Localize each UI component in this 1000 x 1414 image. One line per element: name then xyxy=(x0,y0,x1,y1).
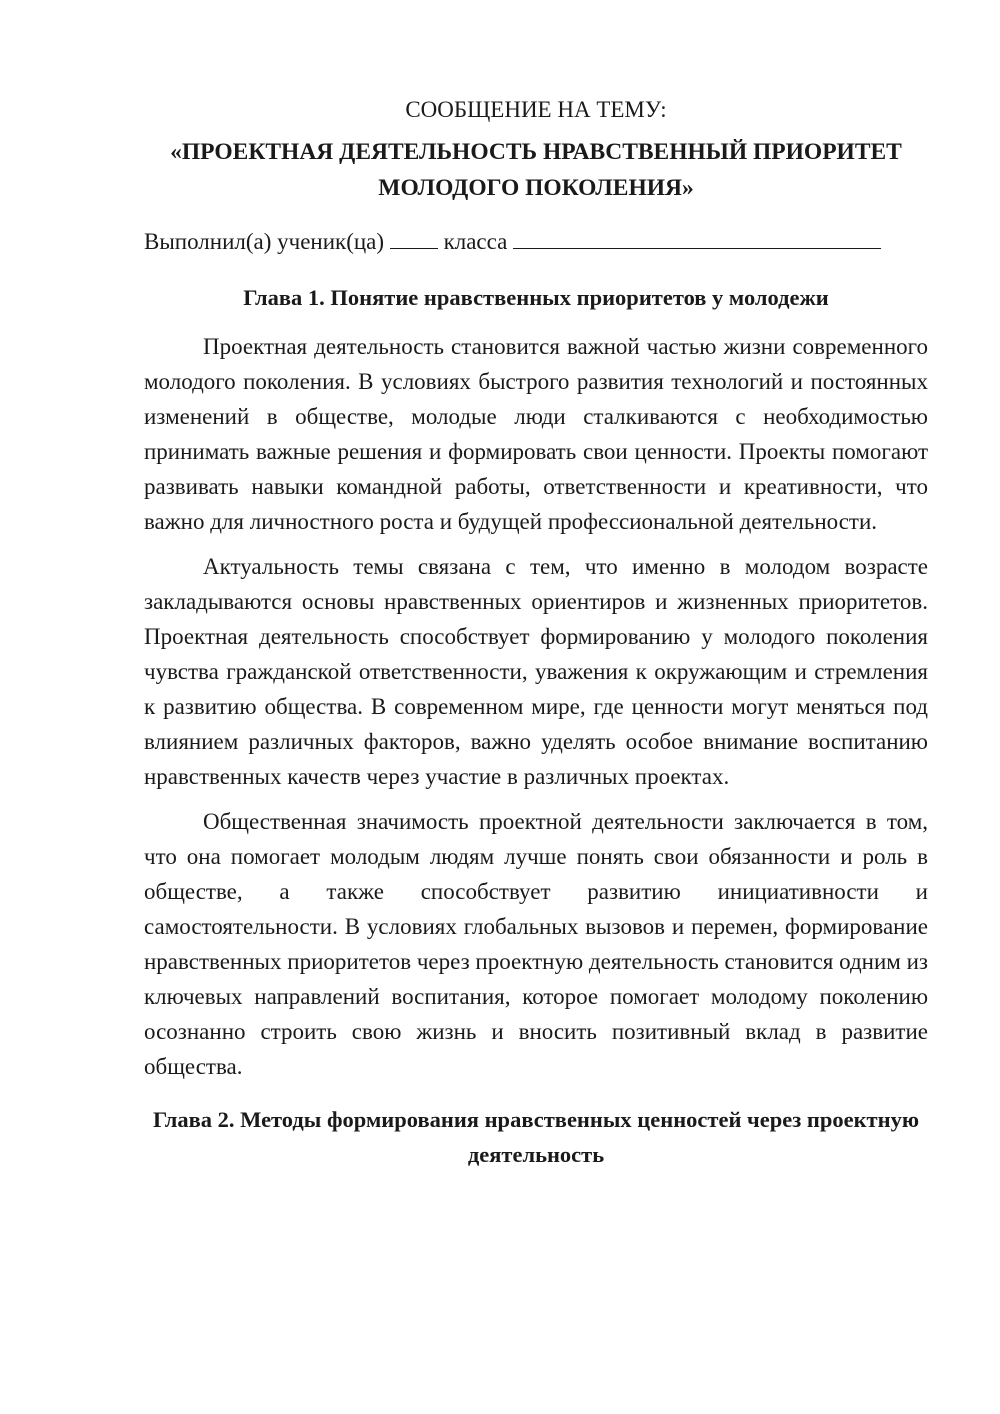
page-content xyxy=(144,92,928,1186)
chapter-1-paragraph-3: Общественная значимость проектной деятельности заключается в том, что она помогает молодым людям лучше понять свои обязанности и роль в обществе, а также способствует развитию инициативности и самостоятельности. В условиях глобальных вызовов и перемен, формирование нравственных приоритетов через проектную деятельность становится одним из ключевых направлений воспитания, которое помогает молодому поколению осознанно строить свою жизнь и вносить позитивный вклад в развитие общества. xyxy=(144,809,928,1079)
class-number-blank xyxy=(390,224,438,249)
document-label: СООБЩЕНИЕ НА ТЕМУ: xyxy=(405,97,667,122)
author-prefix: Выполнил(а) ученик(ца) xyxy=(144,229,385,254)
author-class-word: класса xyxy=(443,229,508,254)
chapter-1-paragraph-2: Актуальность темы связана с тем, что именно в молодом возрасте закладываются основы нравственных ориентиров и жизненных приоритетов. Проектная деятельность способствует формированию у молодого поколения чувства гражданской ответственности, уважения к окружающим и стремления к развитию общества. В современном мире, где ценности могут меняться под влиянием различных факторов, важно уделять особое внимание воспитанию нравственных качеств через участие в различных проектах. xyxy=(144,554,928,789)
student-name-blank xyxy=(513,224,881,249)
chapter-1-paragraph-1: Проектная деятельность становится важной частью жизни современного молодого поколения. В условиях быстрого развития технологий и постоянных изменений в обществе, молодые люди сталкиваются с необходимостью принимать важные решения и формировать свои ценности. Проекты помогают развивать навыки командной работы, ответственности и креативности, что важно для личностного роста и будущей профессиональной деятельности. xyxy=(144,334,928,534)
chapter-1-heading: Глава 1. Понятие нравственных приоритетов у молодежи xyxy=(243,285,829,310)
document-title: «ПРОЕКТНАЯ ДЕЯТЕЛЬНОСТЬ НРАВСТВЕННЫЙ ПРИОРИТЕТ МОЛОДОГО ПОКОЛЕНИЯ» xyxy=(170,139,902,201)
author-line xyxy=(144,224,928,260)
chapter-2-heading: Глава 2. Методы формирования нравственных ценностей через проектную деятельность xyxy=(152,1107,920,1167)
